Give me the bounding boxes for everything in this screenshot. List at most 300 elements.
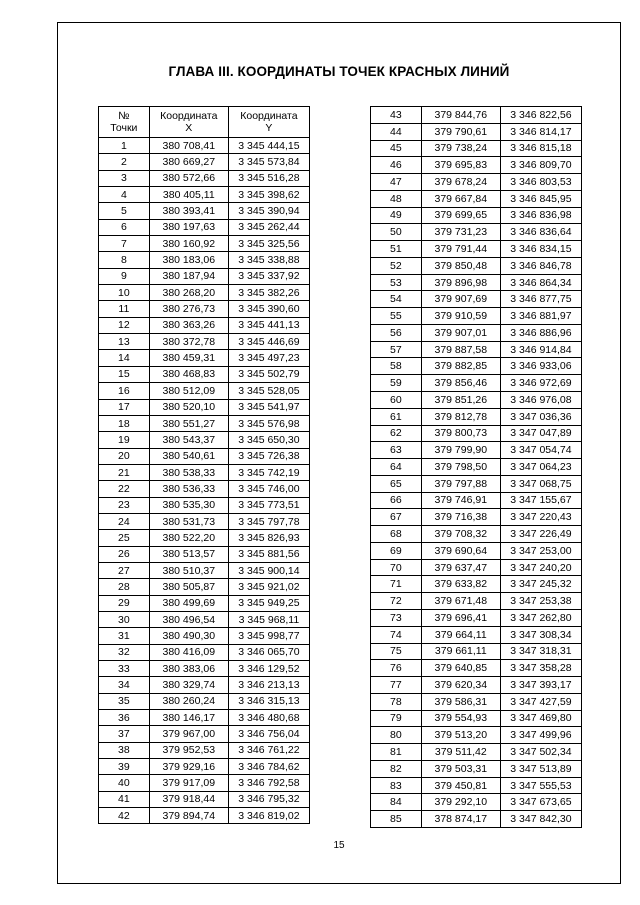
coordinate-y-cell: 3 346 914,84	[500, 341, 581, 358]
coordinate-y-cell: 3 346 803,53	[500, 174, 581, 191]
coordinate-y-cell: 3 345 502,79	[228, 366, 309, 382]
coordinate-y-cell: 3 347 427,59	[500, 693, 581, 710]
coordinate-y-cell: 3 347 393,17	[500, 677, 581, 694]
point-number-cell: 43	[371, 107, 422, 124]
point-number-cell: 60	[371, 392, 422, 409]
table-row	[99, 562, 310, 578]
table-row	[99, 219, 310, 235]
coordinate-y-cell: 3 345 516,28	[228, 170, 309, 186]
coordinate-x-cell: 380 187,94	[149, 268, 228, 284]
point-number-cell: 26	[99, 546, 150, 562]
table-row	[371, 140, 582, 157]
table-row	[371, 408, 582, 425]
point-number-cell: 42	[99, 808, 150, 824]
coordinate-y-cell: 3 345 390,60	[228, 301, 309, 317]
point-number-cell: 61	[371, 408, 422, 425]
table-row	[371, 542, 582, 559]
coordinate-x-cell: 379 671,48	[421, 593, 500, 610]
coordinate-y-cell: 3 345 338,88	[228, 252, 309, 268]
table-row	[99, 808, 310, 824]
coordinate-y-cell: 3 347 253,00	[500, 542, 581, 559]
coordinate-y-cell: 3 345 573,84	[228, 154, 309, 170]
header-coordinate-y-line2: Y	[265, 122, 273, 134]
coordinate-y-cell: 3 347 673,65	[500, 794, 581, 811]
point-number-cell: 78	[371, 693, 422, 710]
coordinate-x-cell: 380 405,11	[149, 187, 228, 203]
point-number-cell: 84	[371, 794, 422, 811]
coordinate-x-cell: 379 882,85	[421, 358, 500, 375]
coordinate-y-cell: 3 346 834,15	[500, 241, 581, 258]
coordinate-y-cell: 3 346 756,04	[228, 726, 309, 742]
table-row	[99, 154, 310, 170]
coordinate-x-cell: 380 260,24	[149, 693, 228, 709]
header-point-number	[99, 107, 150, 138]
coordinate-x-cell: 379 586,31	[421, 693, 500, 710]
point-number-cell: 66	[371, 492, 422, 509]
table-row	[371, 123, 582, 140]
table-row	[99, 334, 310, 350]
coordinate-y-cell: 3 347 502,34	[500, 744, 581, 761]
coordinate-x-cell: 380 543,37	[149, 432, 228, 448]
coordinate-x-cell: 379 929,16	[149, 759, 228, 775]
coordinate-y-cell: 3 345 921,02	[228, 579, 309, 595]
table-row	[99, 187, 310, 203]
point-number-cell: 14	[99, 350, 150, 366]
coordinate-x-cell: 379 907,69	[421, 291, 500, 308]
table-row	[99, 513, 310, 529]
table-row	[99, 644, 310, 660]
point-number-cell: 3	[99, 170, 150, 186]
point-number-cell: 59	[371, 375, 422, 392]
coordinate-x-cell: 379 800,73	[421, 425, 500, 442]
point-number-cell: 8	[99, 252, 150, 268]
coordinate-x-cell: 379 798,50	[421, 459, 500, 476]
coordinate-x-cell: 379 850,48	[421, 257, 500, 274]
coordinate-x-cell: 380 535,30	[149, 497, 228, 513]
table-row	[99, 138, 310, 154]
coordinate-y-cell: 3 345 746,00	[228, 481, 309, 497]
coordinate-x-cell: 379 791,44	[421, 241, 500, 258]
point-number-cell: 6	[99, 219, 150, 235]
coordinate-x-cell: 380 540,61	[149, 448, 228, 464]
coordinate-y-cell: 3 346 972,69	[500, 375, 581, 392]
coordinate-y-cell: 3 345 650,30	[228, 432, 309, 448]
coordinate-y-cell: 3 345 441,13	[228, 317, 309, 333]
coordinate-x-cell: 380 496,54	[149, 611, 228, 627]
coordinate-y-cell: 3 345 262,44	[228, 219, 309, 235]
coordinate-y-cell: 3 345 337,92	[228, 268, 309, 284]
coordinate-y-cell: 3 347 064,23	[500, 459, 581, 476]
coordinate-y-cell: 3 346 881,97	[500, 308, 581, 325]
table-row	[99, 481, 310, 497]
point-number-cell: 68	[371, 526, 422, 543]
point-number-cell: 55	[371, 308, 422, 325]
table-row	[371, 811, 582, 828]
coordinate-y-cell: 3 345 742,19	[228, 464, 309, 480]
coordinate-y-cell: 3 346 976,08	[500, 392, 581, 409]
table-row	[371, 207, 582, 224]
coordinate-y-cell: 3 346 815,18	[500, 140, 581, 157]
table-row	[99, 595, 310, 611]
point-number-cell: 31	[99, 628, 150, 644]
table-row	[371, 609, 582, 626]
coordinate-y-cell: 3 347 068,75	[500, 475, 581, 492]
coordinates-table-left	[98, 106, 310, 824]
point-number-cell: 67	[371, 509, 422, 526]
table-row	[371, 593, 582, 610]
coordinate-x-cell: 380 146,17	[149, 710, 228, 726]
table-row	[371, 526, 582, 543]
table-row	[99, 464, 310, 480]
point-number-cell: 27	[99, 562, 150, 578]
coordinate-x-cell: 379 292,10	[421, 794, 500, 811]
page-title: ГЛАВА III. КООРДИНАТЫ ТОЧЕК КРАСНЫХ ЛИНИЙ	[168, 64, 510, 79]
header-point-number-line2: Точки	[110, 122, 138, 134]
coordinate-x-cell: 379 696,41	[421, 609, 500, 626]
coordinate-x-cell: 380 393,41	[149, 203, 228, 219]
point-number-cell: 11	[99, 301, 150, 317]
point-number-cell: 1	[99, 138, 150, 154]
point-number-cell: 29	[99, 595, 150, 611]
coordinate-y-cell: 3 345 949,25	[228, 595, 309, 611]
coordinate-y-cell: 3 346 480,68	[228, 710, 309, 726]
coordinate-y-cell: 3 347 036,36	[500, 408, 581, 425]
point-number-cell: 15	[99, 366, 150, 382]
coordinate-y-cell: 3 346 836,64	[500, 224, 581, 241]
point-number-cell: 46	[371, 157, 422, 174]
table-row	[99, 399, 310, 415]
coordinate-y-cell: 3 346 819,02	[228, 808, 309, 824]
point-number-cell: 7	[99, 236, 150, 252]
coordinate-x-cell: 380 416,09	[149, 644, 228, 660]
coordinate-x-cell: 380 531,73	[149, 513, 228, 529]
coordinate-x-cell: 380 512,09	[149, 383, 228, 399]
coordinate-x-cell: 379 503,31	[421, 760, 500, 777]
point-number-cell: 54	[371, 291, 422, 308]
point-number-cell: 80	[371, 727, 422, 744]
coordinate-x-cell: 379 731,23	[421, 224, 500, 241]
point-number-cell: 25	[99, 530, 150, 546]
point-number-cell: 58	[371, 358, 422, 375]
coordinate-x-cell: 379 812,78	[421, 408, 500, 425]
point-number-cell: 4	[99, 187, 150, 203]
table-body-left	[99, 138, 310, 824]
coordinate-x-cell: 379 918,44	[149, 791, 228, 807]
coordinate-x-cell: 379 917,09	[149, 775, 228, 791]
coordinate-x-cell: 379 716,38	[421, 509, 500, 526]
coordinate-y-cell: 3 347 245,32	[500, 576, 581, 593]
header-coordinate-y-line1: Координата	[240, 110, 298, 122]
point-number-cell: 30	[99, 611, 150, 627]
coordinate-y-cell: 3 346 809,70	[500, 157, 581, 174]
coordinate-y-cell: 3 347 358,28	[500, 660, 581, 677]
point-number-cell: 85	[371, 811, 422, 828]
point-number-cell: 5	[99, 203, 150, 219]
coordinate-y-cell: 3 345 446,69	[228, 334, 309, 350]
table-row	[99, 350, 310, 366]
coordinate-x-cell: 380 513,57	[149, 546, 228, 562]
coordinate-y-cell: 3 347 240,20	[500, 559, 581, 576]
coordinate-y-cell: 3 346 864,34	[500, 274, 581, 291]
table-row	[371, 358, 582, 375]
coordinate-x-cell: 380 383,06	[149, 661, 228, 677]
point-number-cell: 52	[371, 257, 422, 274]
coordinate-x-cell: 379 708,32	[421, 526, 500, 543]
table-row	[371, 475, 582, 492]
point-number-cell: 45	[371, 140, 422, 157]
table-row	[371, 257, 582, 274]
point-number-cell: 62	[371, 425, 422, 442]
point-number-cell: 47	[371, 174, 422, 191]
table-row	[99, 726, 310, 742]
point-number-cell: 24	[99, 513, 150, 529]
point-number-cell: 69	[371, 542, 422, 559]
table-row	[99, 432, 310, 448]
coordinate-x-cell: 379 695,83	[421, 157, 500, 174]
coordinate-y-cell: 3 345 398,62	[228, 187, 309, 203]
page-number: 15	[333, 840, 345, 851]
table-header-row	[99, 107, 310, 138]
coordinate-y-cell: 3 345 773,51	[228, 497, 309, 513]
coordinate-x-cell: 380 363,26	[149, 317, 228, 333]
point-number-cell: 64	[371, 459, 422, 476]
point-number-cell: 49	[371, 207, 422, 224]
table-row	[371, 392, 582, 409]
point-number-cell: 83	[371, 777, 422, 794]
table-body-right	[371, 107, 582, 828]
table-row	[99, 628, 310, 644]
point-number-cell: 44	[371, 123, 422, 140]
point-number-cell: 36	[99, 710, 150, 726]
coordinate-x-cell: 379 633,82	[421, 576, 500, 593]
point-number-cell: 9	[99, 268, 150, 284]
point-number-cell: 2	[99, 154, 150, 170]
point-number-cell: 40	[99, 775, 150, 791]
coordinate-x-cell: 379 746,91	[421, 492, 500, 509]
table-row	[371, 727, 582, 744]
coordinate-x-cell: 379 896,98	[421, 274, 500, 291]
table-row	[99, 710, 310, 726]
coordinate-y-cell: 3 347 469,80	[500, 710, 581, 727]
coordinate-x-cell: 380 708,41	[149, 138, 228, 154]
table-row	[371, 492, 582, 509]
table-row	[99, 170, 310, 186]
coordinate-y-cell: 3 346 845,95	[500, 190, 581, 207]
point-number-cell: 65	[371, 475, 422, 492]
coordinate-y-cell: 3 346 836,98	[500, 207, 581, 224]
coordinate-x-cell: 379 894,74	[149, 808, 228, 824]
coordinate-y-cell: 3 347 513,89	[500, 760, 581, 777]
point-number-cell: 76	[371, 660, 422, 677]
point-number-cell: 53	[371, 274, 422, 291]
point-number-cell: 51	[371, 241, 422, 258]
coordinate-y-cell: 3 346 129,52	[228, 661, 309, 677]
coordinate-x-cell: 379 450,81	[421, 777, 500, 794]
table-row	[99, 236, 310, 252]
table-row	[99, 383, 310, 399]
header-coordinate-y	[228, 107, 309, 138]
table-row	[371, 459, 582, 476]
coordinate-x-cell: 380 538,33	[149, 464, 228, 480]
coordinate-x-cell: 379 851,26	[421, 392, 500, 409]
coordinate-x-cell: 379 790,61	[421, 123, 500, 140]
coordinate-x-cell: 379 907,01	[421, 324, 500, 341]
coordinate-x-cell: 380 268,20	[149, 285, 228, 301]
table-row	[99, 775, 310, 791]
table-row	[371, 710, 582, 727]
coordinate-x-cell: 380 468,83	[149, 366, 228, 382]
table-row	[371, 677, 582, 694]
point-number-cell: 10	[99, 285, 150, 301]
coordinate-y-cell: 3 347 226,49	[500, 526, 581, 543]
coordinate-y-cell: 3 346 933,06	[500, 358, 581, 375]
coordinate-x-cell: 378 874,17	[421, 811, 500, 828]
point-number-cell: 39	[99, 759, 150, 775]
point-number-cell: 50	[371, 224, 422, 241]
point-number-cell: 12	[99, 317, 150, 333]
coordinate-y-cell: 3 345 497,23	[228, 350, 309, 366]
point-number-cell: 74	[371, 626, 422, 643]
point-number-cell: 34	[99, 677, 150, 693]
coordinate-x-cell: 379 699,65	[421, 207, 500, 224]
point-number-cell: 72	[371, 593, 422, 610]
point-number-cell: 17	[99, 399, 150, 415]
coordinate-x-cell: 380 536,33	[149, 481, 228, 497]
table-row	[99, 203, 310, 219]
table-row	[99, 546, 310, 562]
coordinate-x-cell: 380 522,20	[149, 530, 228, 546]
coordinate-x-cell: 379 952,53	[149, 742, 228, 758]
point-number-cell: 37	[99, 726, 150, 742]
coordinate-y-cell: 3 347 253,38	[500, 593, 581, 610]
coordinate-x-cell: 379 797,88	[421, 475, 500, 492]
coordinate-x-cell: 379 690,64	[421, 542, 500, 559]
coordinate-x-cell: 380 551,27	[149, 415, 228, 431]
table-row	[371, 241, 582, 258]
coordinate-y-cell: 3 345 576,98	[228, 415, 309, 431]
point-number-cell: 75	[371, 643, 422, 660]
coordinate-x-cell: 379 844,76	[421, 107, 500, 124]
coordinate-x-cell: 379 667,84	[421, 190, 500, 207]
table-row	[371, 576, 582, 593]
point-number-cell: 71	[371, 576, 422, 593]
table-row	[371, 174, 582, 191]
table-row	[99, 530, 310, 546]
table-row	[371, 794, 582, 811]
coordinate-x-cell: 379 967,00	[149, 726, 228, 742]
coordinate-y-cell: 3 346 822,56	[500, 107, 581, 124]
coordinate-y-cell: 3 345 797,78	[228, 513, 309, 529]
table-row	[99, 285, 310, 301]
coordinate-x-cell: 379 887,58	[421, 341, 500, 358]
table-row	[99, 791, 310, 807]
coordinate-x-cell: 380 160,92	[149, 236, 228, 252]
coordinate-y-cell: 3 345 541,97	[228, 399, 309, 415]
table-row	[99, 611, 310, 627]
coordinate-x-cell: 379 799,90	[421, 442, 500, 459]
coordinate-y-cell: 3 347 155,67	[500, 492, 581, 509]
coordinate-y-cell: 3 345 881,56	[228, 546, 309, 562]
table-row	[371, 324, 582, 341]
coordinate-x-cell: 380 276,73	[149, 301, 228, 317]
table-row	[371, 190, 582, 207]
coordinate-x-cell: 380 490,30	[149, 628, 228, 644]
coordinate-x-cell: 379 661,11	[421, 643, 500, 660]
point-number-cell: 20	[99, 448, 150, 464]
table-row	[99, 301, 310, 317]
table-row	[371, 744, 582, 761]
coordinate-x-cell: 379 738,24	[421, 140, 500, 157]
coordinate-y-cell: 3 345 900,14	[228, 562, 309, 578]
coordinate-x-cell: 379 910,59	[421, 308, 500, 325]
coordinate-y-cell: 3 347 308,34	[500, 626, 581, 643]
point-number-cell: 81	[371, 744, 422, 761]
coordinate-y-cell: 3 345 382,26	[228, 285, 309, 301]
coordinate-x-cell: 380 520,10	[149, 399, 228, 415]
header-coordinate-x-line2: X	[185, 122, 193, 134]
table-row	[371, 760, 582, 777]
point-number-cell: 28	[99, 579, 150, 595]
coordinate-y-cell: 3 347 499,96	[500, 727, 581, 744]
coordinate-x-cell: 379 620,34	[421, 677, 500, 694]
point-number-cell: 38	[99, 742, 150, 758]
coordinate-y-cell: 3 347 220,43	[500, 509, 581, 526]
coordinate-x-cell: 379 664,11	[421, 626, 500, 643]
point-number-cell: 79	[371, 710, 422, 727]
header-coordinate-x-line1: Координата	[160, 110, 218, 122]
table-row	[371, 559, 582, 576]
table-row	[371, 509, 582, 526]
coordinate-x-cell: 380 669,27	[149, 154, 228, 170]
table-row	[99, 693, 310, 709]
table-row	[371, 425, 582, 442]
header-point-number-line1: №	[118, 110, 130, 122]
coordinate-y-cell: 3 345 444,15	[228, 138, 309, 154]
coordinate-y-cell: 3 345 998,77	[228, 628, 309, 644]
table-row	[99, 252, 310, 268]
table-row	[99, 742, 310, 758]
table-row	[371, 442, 582, 459]
table-row	[371, 777, 582, 794]
table-row	[371, 291, 582, 308]
header-coordinate-x	[149, 107, 228, 138]
coordinate-y-cell: 3 345 726,38	[228, 448, 309, 464]
coordinate-y-cell: 3 347 262,80	[500, 609, 581, 626]
coordinate-x-cell: 380 372,78	[149, 334, 228, 350]
table-row	[371, 643, 582, 660]
table-row	[371, 274, 582, 291]
point-number-cell: 82	[371, 760, 422, 777]
point-number-cell: 41	[99, 791, 150, 807]
table-row	[99, 415, 310, 431]
table-row	[99, 661, 310, 677]
coordinate-x-cell: 380 459,31	[149, 350, 228, 366]
table-row	[99, 317, 310, 333]
point-number-cell: 57	[371, 341, 422, 358]
coordinate-y-cell: 3 345 826,93	[228, 530, 309, 546]
coordinate-x-cell: 380 329,74	[149, 677, 228, 693]
point-number-cell: 35	[99, 693, 150, 709]
coordinate-y-cell: 3 347 842,30	[500, 811, 581, 828]
coordinate-y-cell: 3 346 784,62	[228, 759, 309, 775]
coordinate-y-cell: 3 346 814,17	[500, 123, 581, 140]
coordinates-table-right	[370, 106, 582, 828]
coordinate-y-cell: 3 346 065,70	[228, 644, 309, 660]
table-row	[99, 497, 310, 513]
coordinate-y-cell: 3 346 315,13	[228, 693, 309, 709]
table-row	[99, 579, 310, 595]
table-row	[371, 693, 582, 710]
